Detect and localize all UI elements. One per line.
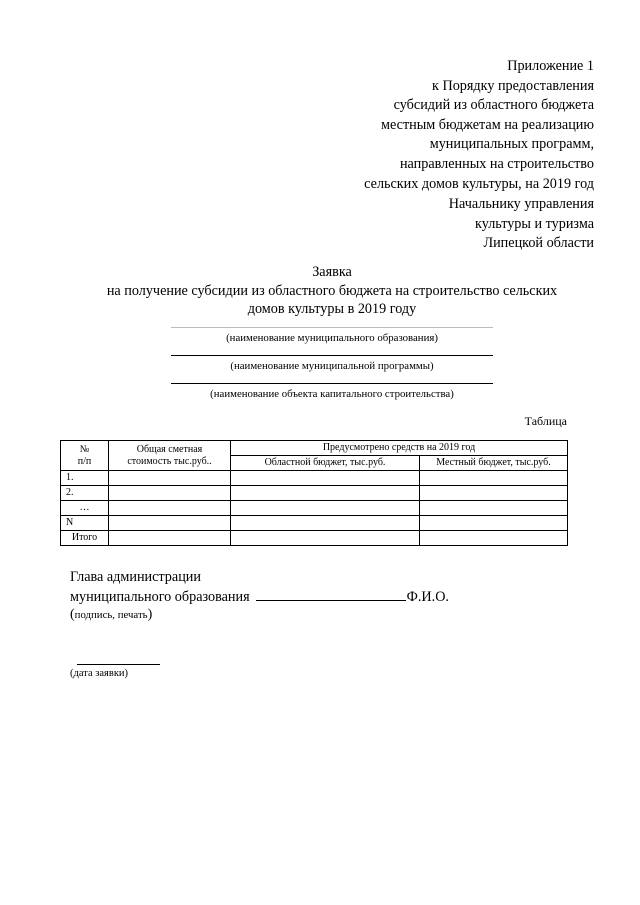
title-heading: Заявка [312,264,352,280]
cell-local[interactable] [420,501,568,516]
construction-object-field[interactable] [171,383,493,401]
row-number: … [61,501,109,516]
row-number: N [61,516,109,531]
municipality-field[interactable] [171,327,493,345]
cell-local[interactable] [420,471,568,486]
field-caption: (наименование объекта капитального строительства) [210,388,454,400]
header-provided-funds: Предусмотрено средств на 2019 год [231,441,568,456]
row-number: 2. [61,486,109,501]
addressee-line: Начальнику управления [448,196,594,212]
date-field[interactable] [77,664,160,665]
appendix-line: местным бюджетам на реализацию [381,116,594,133]
signature-title: Глава администрации [70,569,201,585]
cell-local[interactable] [420,516,568,531]
field-underline [171,383,493,384]
row-total-label: Итого [61,531,109,546]
signature-field[interactable] [256,587,406,601]
table-total-row [61,531,568,546]
cell-total-cost[interactable] [109,516,231,531]
program-field[interactable] [171,355,493,373]
signature-block [70,568,449,607]
cell-regional[interactable] [231,501,420,516]
header-regional-budget: Областной бюджет, тыс.руб. [231,456,420,471]
table-header-row [61,441,568,456]
table-row [61,516,568,531]
field-underline [171,327,493,328]
signature-fio: Ф.И.О. [406,589,449,605]
field-caption: (наименование муниципальной программы) [230,360,434,372]
addressee-block [449,195,594,254]
addressee-line: Липецкой области [483,235,594,252]
cell-local[interactable] [420,486,568,501]
signature-line-row [70,587,449,607]
cell-regional[interactable] [231,486,420,501]
title-line: на получение субсидии из областного бюджета на строительство сельских [106,282,558,299]
date-caption: (дата заявки) [70,668,129,679]
appendix-line: к Порядку предоставления [432,77,594,94]
document-title [60,263,604,319]
field-caption: (наименование муниципального образования) [226,332,438,344]
header-total-cost: Общая сметная стоимость тыс.руб.. [109,441,231,471]
signature-note: (подпись, печать) [70,607,153,622]
row-number: 1. [61,471,109,486]
cell-total-cost[interactable] [109,471,231,486]
header-local-budget: Местный бюджет, тыс.руб. [420,456,568,471]
appendix-line: сельских домов культуры, на 2019 год [364,175,594,192]
appendix-line: Приложение 1 [507,58,594,74]
table-row [61,501,568,516]
appendix-line: направленных на строительство [399,155,594,172]
field-underline [171,355,493,356]
table-row [61,471,568,486]
signature-title-2: муниципального образования [70,589,250,605]
title-line: домов культуры в 2019 году [247,301,417,317]
header-number: № п/п [61,441,109,471]
table-label: Таблица [524,414,567,428]
cell-total-cost[interactable] [109,486,231,501]
appendix-line: муниципальных программ, [429,136,594,153]
subsidy-table [60,440,568,546]
cell-regional[interactable] [231,516,420,531]
appendix-line: субсидий из областного бюджета [393,97,594,114]
cell-regional[interactable] [231,471,420,486]
addressee-line: культуры и туризма [475,215,594,232]
cell-total-cost[interactable] [109,531,231,546]
cell-total-cost[interactable] [109,501,231,516]
appendix-header [364,57,594,194]
table-row [61,486,568,501]
cell-regional[interactable] [231,531,420,546]
cell-local[interactable] [420,531,568,546]
